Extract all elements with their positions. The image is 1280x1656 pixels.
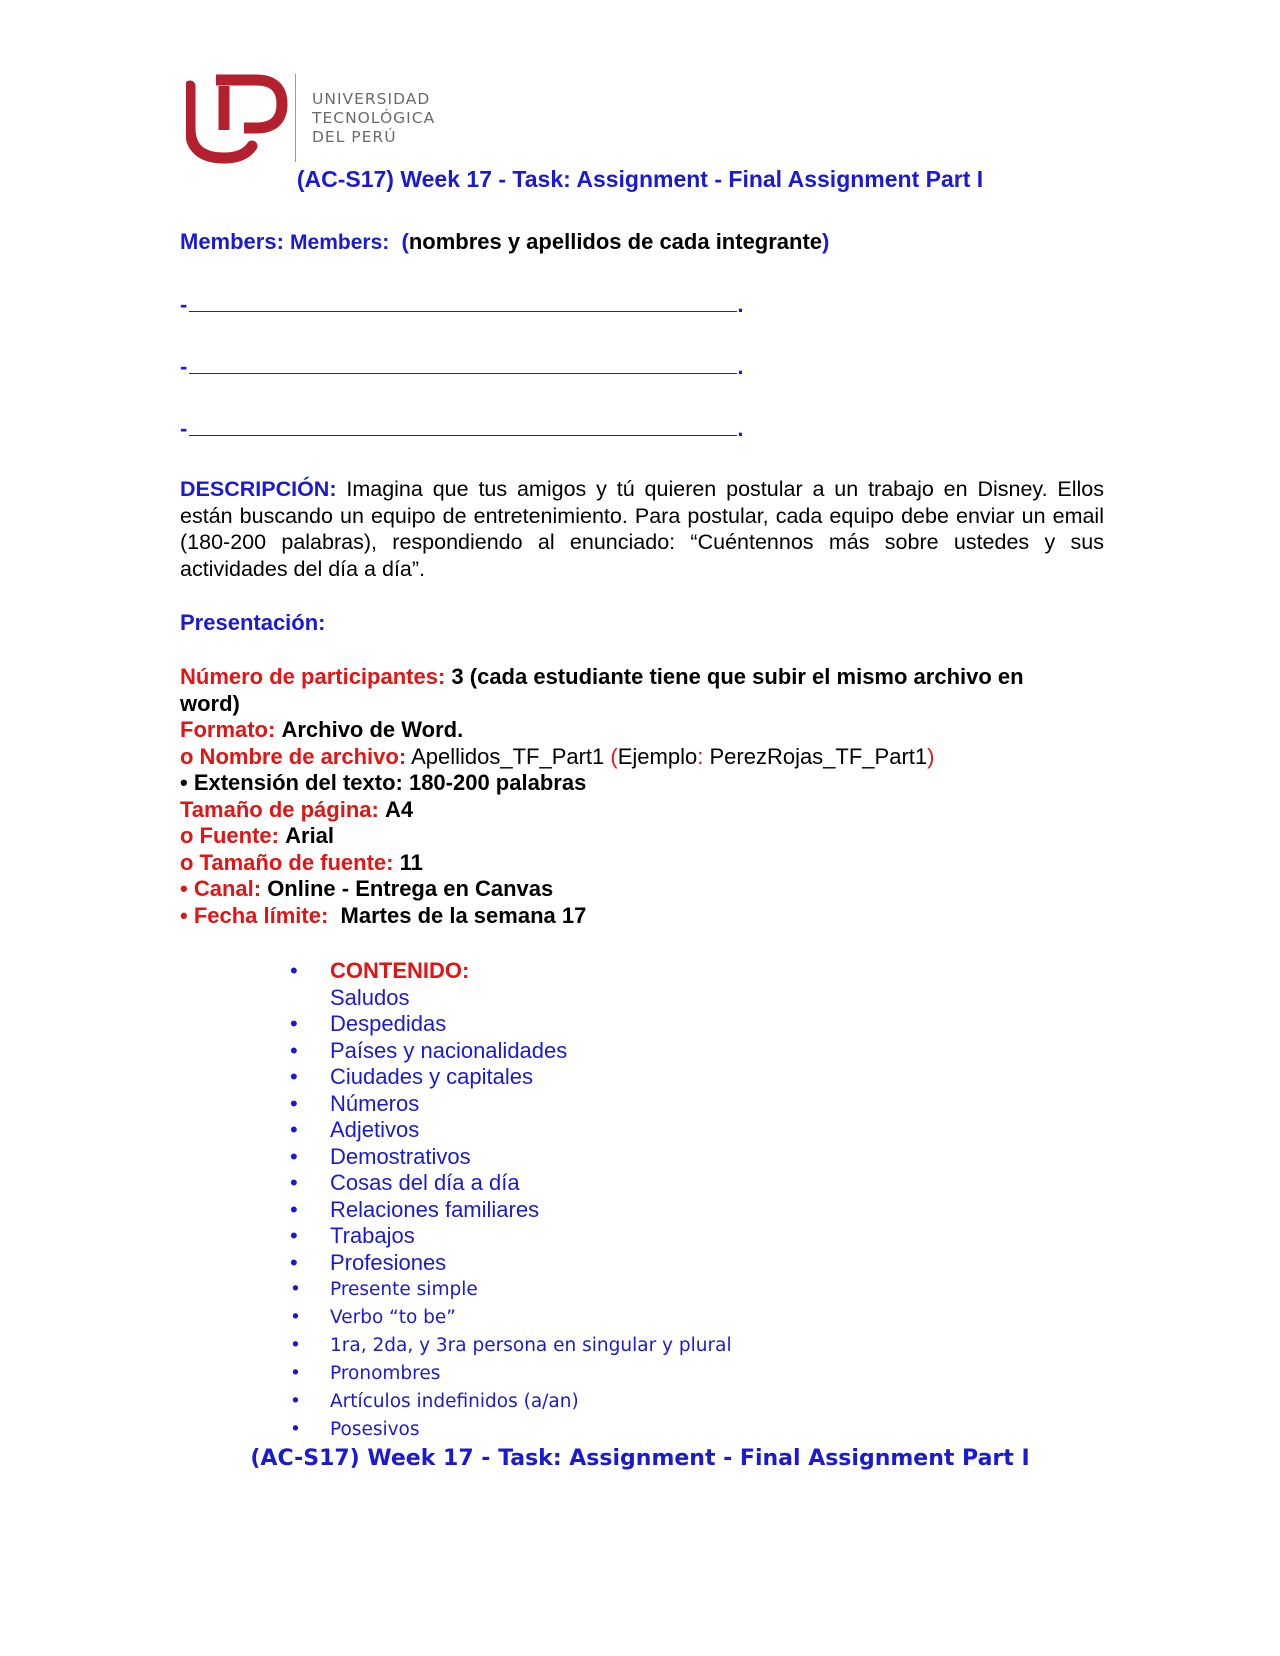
page-size-row xyxy=(180,797,1080,824)
channel-value: Online - Entrega en Canvas xyxy=(267,876,554,901)
list-item xyxy=(290,1388,732,1416)
filename-row xyxy=(180,744,1080,771)
list-item xyxy=(290,1304,732,1332)
font-row xyxy=(180,823,1080,850)
list-item-text: Países y nacionalidades xyxy=(330,1037,568,1063)
logo-line-1: UNIVERSIDAD xyxy=(312,90,431,108)
content-first-item: Saludos xyxy=(330,984,410,1010)
member-end: . xyxy=(737,416,744,441)
logo-text xyxy=(312,90,435,147)
list-item-text: Verbo “to be” xyxy=(330,1307,456,1328)
list-item xyxy=(290,1332,732,1360)
member-dash: - xyxy=(180,416,188,441)
list-item-text: Pronombres xyxy=(330,1363,441,1384)
format-label: Formato: xyxy=(180,717,276,742)
list-item-text: 1ra, 2da, y 3ra persona en singular y plural xyxy=(330,1335,732,1356)
bullet-icon: • xyxy=(290,1391,301,1412)
bullet-icon: • xyxy=(290,1090,298,1116)
bullet-icon: • xyxy=(290,1335,301,1356)
channel-label: • Canal: xyxy=(180,876,262,901)
paren-close: ) xyxy=(822,229,830,254)
deadline-row xyxy=(180,903,1080,930)
list-item-text: Demostrativos xyxy=(330,1143,471,1169)
example-close: ) xyxy=(927,743,935,769)
content-list xyxy=(290,958,732,1444)
member-dash: - xyxy=(180,354,188,379)
member-line-1[interactable] xyxy=(180,292,743,318)
member-line-2[interactable] xyxy=(180,354,743,380)
utp-logo-mark xyxy=(186,74,296,164)
list-item xyxy=(290,1011,732,1038)
bullet-icon: • xyxy=(290,1064,298,1089)
list-item-text: Adjetivos xyxy=(330,1117,420,1142)
paren-open: ( xyxy=(401,229,409,254)
description-paragraph xyxy=(180,476,1104,582)
page-size-label: Tamaño de página: xyxy=(180,796,379,822)
example-open: ( xyxy=(610,743,618,769)
font-value: Arial xyxy=(285,823,335,848)
list-item-text: Artículos indefinidos (a/an) xyxy=(330,1391,579,1412)
example-label: Ejemplo xyxy=(617,743,698,769)
description-label: DESCRIPCIÓN: xyxy=(180,477,337,501)
filename-value: Apellidos_TF_Part1 xyxy=(411,743,605,769)
deadline-value: Martes de la semana 17 xyxy=(340,902,587,928)
bullet-icon: • xyxy=(290,1307,301,1328)
list-item xyxy=(290,1091,732,1118)
channel-row xyxy=(180,876,1080,903)
format-row xyxy=(180,717,1080,744)
members-hint: nombres y apellidos de cada integrante xyxy=(408,229,823,254)
member-end: . xyxy=(737,354,744,379)
list-item xyxy=(290,1197,732,1224)
member-dash: - xyxy=(180,292,188,317)
list-item-text: Posesivos xyxy=(330,1419,420,1440)
bullet-icon: • xyxy=(290,1249,298,1275)
list-item xyxy=(290,1117,732,1144)
list-item-text: Despedidas xyxy=(330,1011,447,1036)
font-label: o Fuente: xyxy=(180,823,279,848)
bullet-icon: • xyxy=(290,1117,298,1142)
members-line xyxy=(180,229,829,255)
member-blank[interactable] xyxy=(189,417,737,436)
description-text: Imagina que tus amigos y tú quieren postular a un trabajo en Disney. Ellos están buscando un equipo de entretenimiento. Para postular, cada equipo debe enviar un email (180-200 palabras), respondiendo al enunciado: “Cuéntennos más sobre ustedes y sus actividades del día a día”. xyxy=(180,477,1104,581)
list-item xyxy=(290,1276,732,1304)
list-item xyxy=(290,1416,732,1444)
list-item xyxy=(290,1250,732,1277)
font-size-value: 11 xyxy=(399,849,423,875)
list-item xyxy=(290,1038,732,1065)
list-item-text: Cosas del día a día xyxy=(330,1170,520,1195)
participants-row xyxy=(180,664,1080,717)
bullet-icon: • xyxy=(290,1223,298,1248)
logo-line-2: TECNOLÓGICA xyxy=(312,109,436,127)
extension-row: • Extensión del texto: 180-200 palabras xyxy=(180,770,587,795)
footer-title: (AC-S17) Week 17 - Task: Assignment - Final Assignment Part I xyxy=(250,1446,1030,1471)
bullet-icon: • xyxy=(290,1196,298,1222)
filename-label: o Nombre de archivo: xyxy=(180,743,407,769)
logo-line-3: DEL PERÚ xyxy=(312,128,397,146)
deadline-label: • Fecha límite: xyxy=(180,902,329,928)
bullet-icon: • xyxy=(290,1170,298,1195)
bullet-icon: • xyxy=(290,1363,301,1384)
content-heading-item xyxy=(290,958,732,1011)
members-label: Members: xyxy=(180,229,284,254)
document-title: (AC-S17) Week 17 - Task: Assignment - Final Assignment Part I xyxy=(296,166,984,192)
list-item xyxy=(290,1223,732,1250)
list-item xyxy=(290,1170,732,1197)
bullet-icon: • xyxy=(290,1419,301,1440)
member-end: . xyxy=(737,292,744,317)
list-item-text: Números xyxy=(330,1090,420,1116)
bullet-icon: • xyxy=(290,958,298,983)
content-heading: CONTENIDO: xyxy=(330,958,470,983)
list-item xyxy=(290,1064,732,1091)
bullet-icon: • xyxy=(290,1011,298,1036)
page-size-value: A4 xyxy=(384,796,414,822)
participants-label: Número de participantes: xyxy=(180,664,446,689)
member-line-3[interactable] xyxy=(180,416,743,442)
list-item-text: Relaciones familiares xyxy=(330,1196,540,1222)
list-item-text: Presente simple xyxy=(330,1279,478,1300)
list-item xyxy=(290,1360,732,1388)
font-size-row xyxy=(180,850,1080,877)
font-size-label: o Tamaño de fuente: xyxy=(180,849,394,875)
participants-value: 3 (cada estudiante tiene que subir el mismo archivo en word) xyxy=(180,664,1024,716)
member-blank[interactable] xyxy=(189,293,737,312)
list-item-text: Profesiones xyxy=(330,1249,447,1275)
member-blank[interactable] xyxy=(189,355,737,374)
details-block xyxy=(180,664,1080,929)
example-value: PerezRojas_TF_Part1 xyxy=(709,743,928,769)
members-label-2: Members: xyxy=(290,231,390,254)
list-item-text: Trabajos xyxy=(330,1223,415,1248)
list-item xyxy=(290,1144,732,1171)
bullet-icon: • xyxy=(290,1143,298,1169)
bullet-icon: • xyxy=(290,1279,301,1300)
format-value: Archivo de Word. xyxy=(281,717,464,742)
example-colon: : xyxy=(697,743,704,769)
list-item-text: Ciudades y capitales xyxy=(330,1064,534,1089)
bullet-icon: • xyxy=(290,1037,298,1063)
presentation-heading: Presentación: xyxy=(180,610,326,635)
